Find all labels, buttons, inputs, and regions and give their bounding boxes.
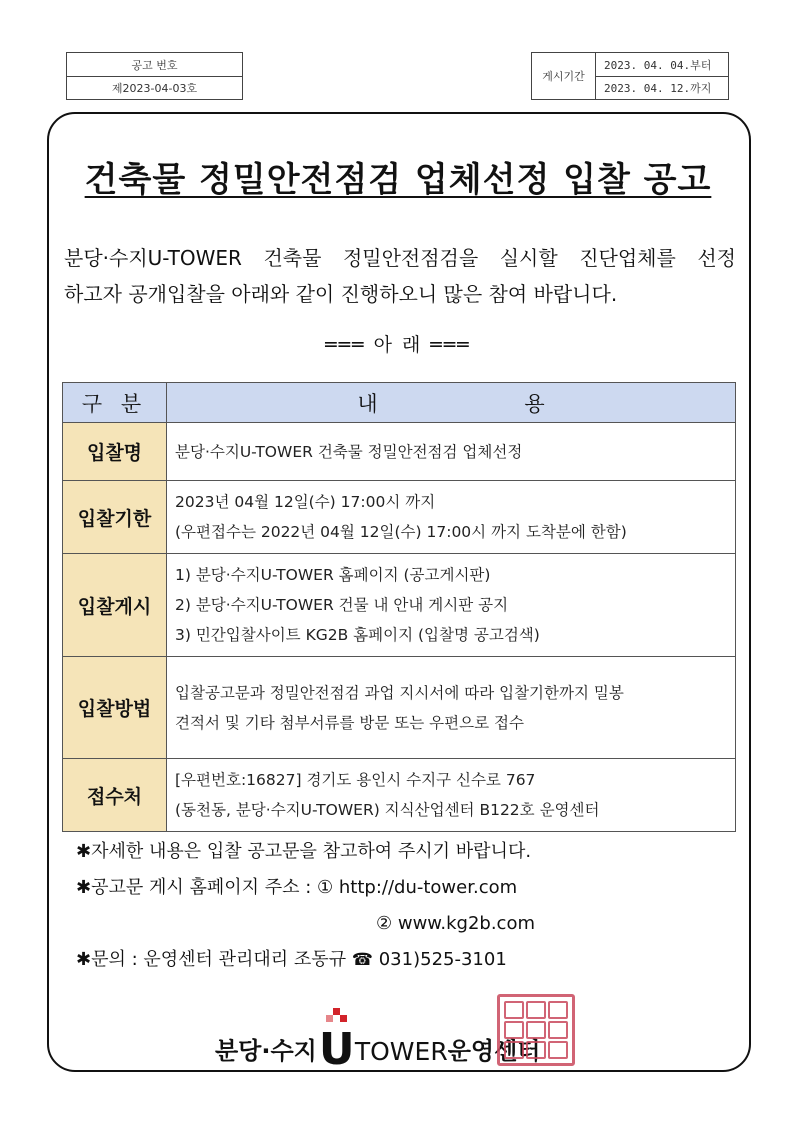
row-line: (우편접수는 2022년 04월 12일(수) 17:00시 까지 도착분에 한함): [175, 523, 627, 541]
row-value: [167, 657, 736, 759]
note-contact: [76, 942, 736, 978]
table-row-bid-name: [63, 423, 736, 481]
row-value: [167, 759, 736, 832]
posting-period-from: 2023. 04. 04.부터: [604, 58, 712, 72]
posting-period-dates: [596, 53, 728, 99]
row-line: (동천동, 분당·수지U-TOWER) 지식산업센터 B122호 운영센터: [175, 801, 600, 819]
row-line: 3) 민간입찰사이트 KG2B 홈페이지 (입찰명 공고검색): [175, 626, 540, 644]
table-row-bid-deadline: [63, 481, 736, 554]
contact-prefix: ✱문의 : 운영센터 관리대리 조동규: [76, 949, 347, 970]
bid-info-table: [62, 382, 736, 832]
logo-u-letter: U: [318, 1024, 355, 1075]
table-row-bid-method: [63, 657, 736, 759]
notice-title: 건축물 정밀안전점검 업체선정 입찰 공고: [84, 160, 712, 200]
table-row-receipt-place: [63, 759, 736, 832]
row-line: 견적서 및 기타 첨부서류를 방문 또는 우편으로 접수: [175, 713, 524, 732]
intro-line-1: 분당·수지U-TOWER 건축물 정밀안전점검을 실시할 진단업체를 선정: [64, 246, 736, 270]
row-value: [167, 423, 736, 481]
notice-number-label: 공고 번호: [131, 58, 178, 72]
notice-number-box: [66, 52, 243, 100]
row-key: 입찰명: [63, 423, 167, 481]
logo-right-text: 운영센터: [447, 1037, 541, 1065]
logo-u-mark: [318, 1008, 355, 1075]
footer-logo: [215, 1004, 541, 1075]
header-content: 내 용: [167, 383, 736, 423]
telephone-icon: ☎: [351, 950, 373, 970]
row-line: 분당·수지U-TOWER 건축물 정밀안전점검 업체선정: [175, 442, 523, 461]
notice-intro: [64, 240, 736, 312]
logo-red-square: [340, 1015, 347, 1022]
header-category: 구 분: [63, 383, 167, 423]
logo-left-text: 분당·수지: [215, 1037, 317, 1065]
notes-section: [76, 834, 736, 978]
contact-phone: 031)525-3101: [378, 949, 507, 970]
note-homepage: ✱공고문 게시 홈페이지 주소 : ① http://du-tower.com: [76, 877, 518, 898]
row-line: [우편번호:16827] 경기도 용인시 수지구 신수로 767: [175, 771, 536, 789]
posting-period-box: [531, 52, 729, 100]
official-seal-icon: [497, 994, 575, 1066]
row-key: 입찰게시: [63, 554, 167, 657]
table-header-row: [63, 383, 736, 423]
row-key: 접수처: [63, 759, 167, 832]
intro-line-2: 하고자 공개입찰을 아래와 같이 진행하오니 많은 참여 바랍니다.: [64, 282, 618, 306]
notice-number-value: 제2023-04-03호: [67, 76, 242, 99]
row-line: 1) 분당·수지U-TOWER 홈페이지 (공고게시판): [175, 566, 491, 584]
row-line: 입찰공고문과 정밀안전점검 과업 지시서에 따라 입찰기한까지 밀봉: [175, 683, 624, 702]
row-key: 입찰방법: [63, 657, 167, 759]
row-value: [167, 554, 736, 657]
table-row-bid-posting: [63, 554, 736, 657]
logo-tower-text: TOWER: [354, 1037, 448, 1066]
posting-period-to: 2023. 04. 12.까지: [596, 76, 728, 99]
row-line: 2023년 04월 12일(수) 17:00시 까지: [175, 493, 436, 511]
logo-red-square: [326, 1015, 333, 1022]
row-value: [167, 481, 736, 554]
posting-period-label: 게시기간: [532, 53, 596, 99]
logo-red-square: [333, 1008, 340, 1015]
below-heading: ═══ 아 래 ═══: [325, 334, 471, 356]
row-key: 입찰기한: [63, 481, 167, 554]
row-line: 2) 분당·수지U-TOWER 건물 내 안내 게시판 공지: [175, 596, 509, 614]
note-homepage-second: ② www.kg2b.com: [376, 913, 535, 934]
note-detail: ✱자세한 내용은 입찰 공고문을 참고하여 주시기 바랍니다.: [76, 841, 532, 862]
